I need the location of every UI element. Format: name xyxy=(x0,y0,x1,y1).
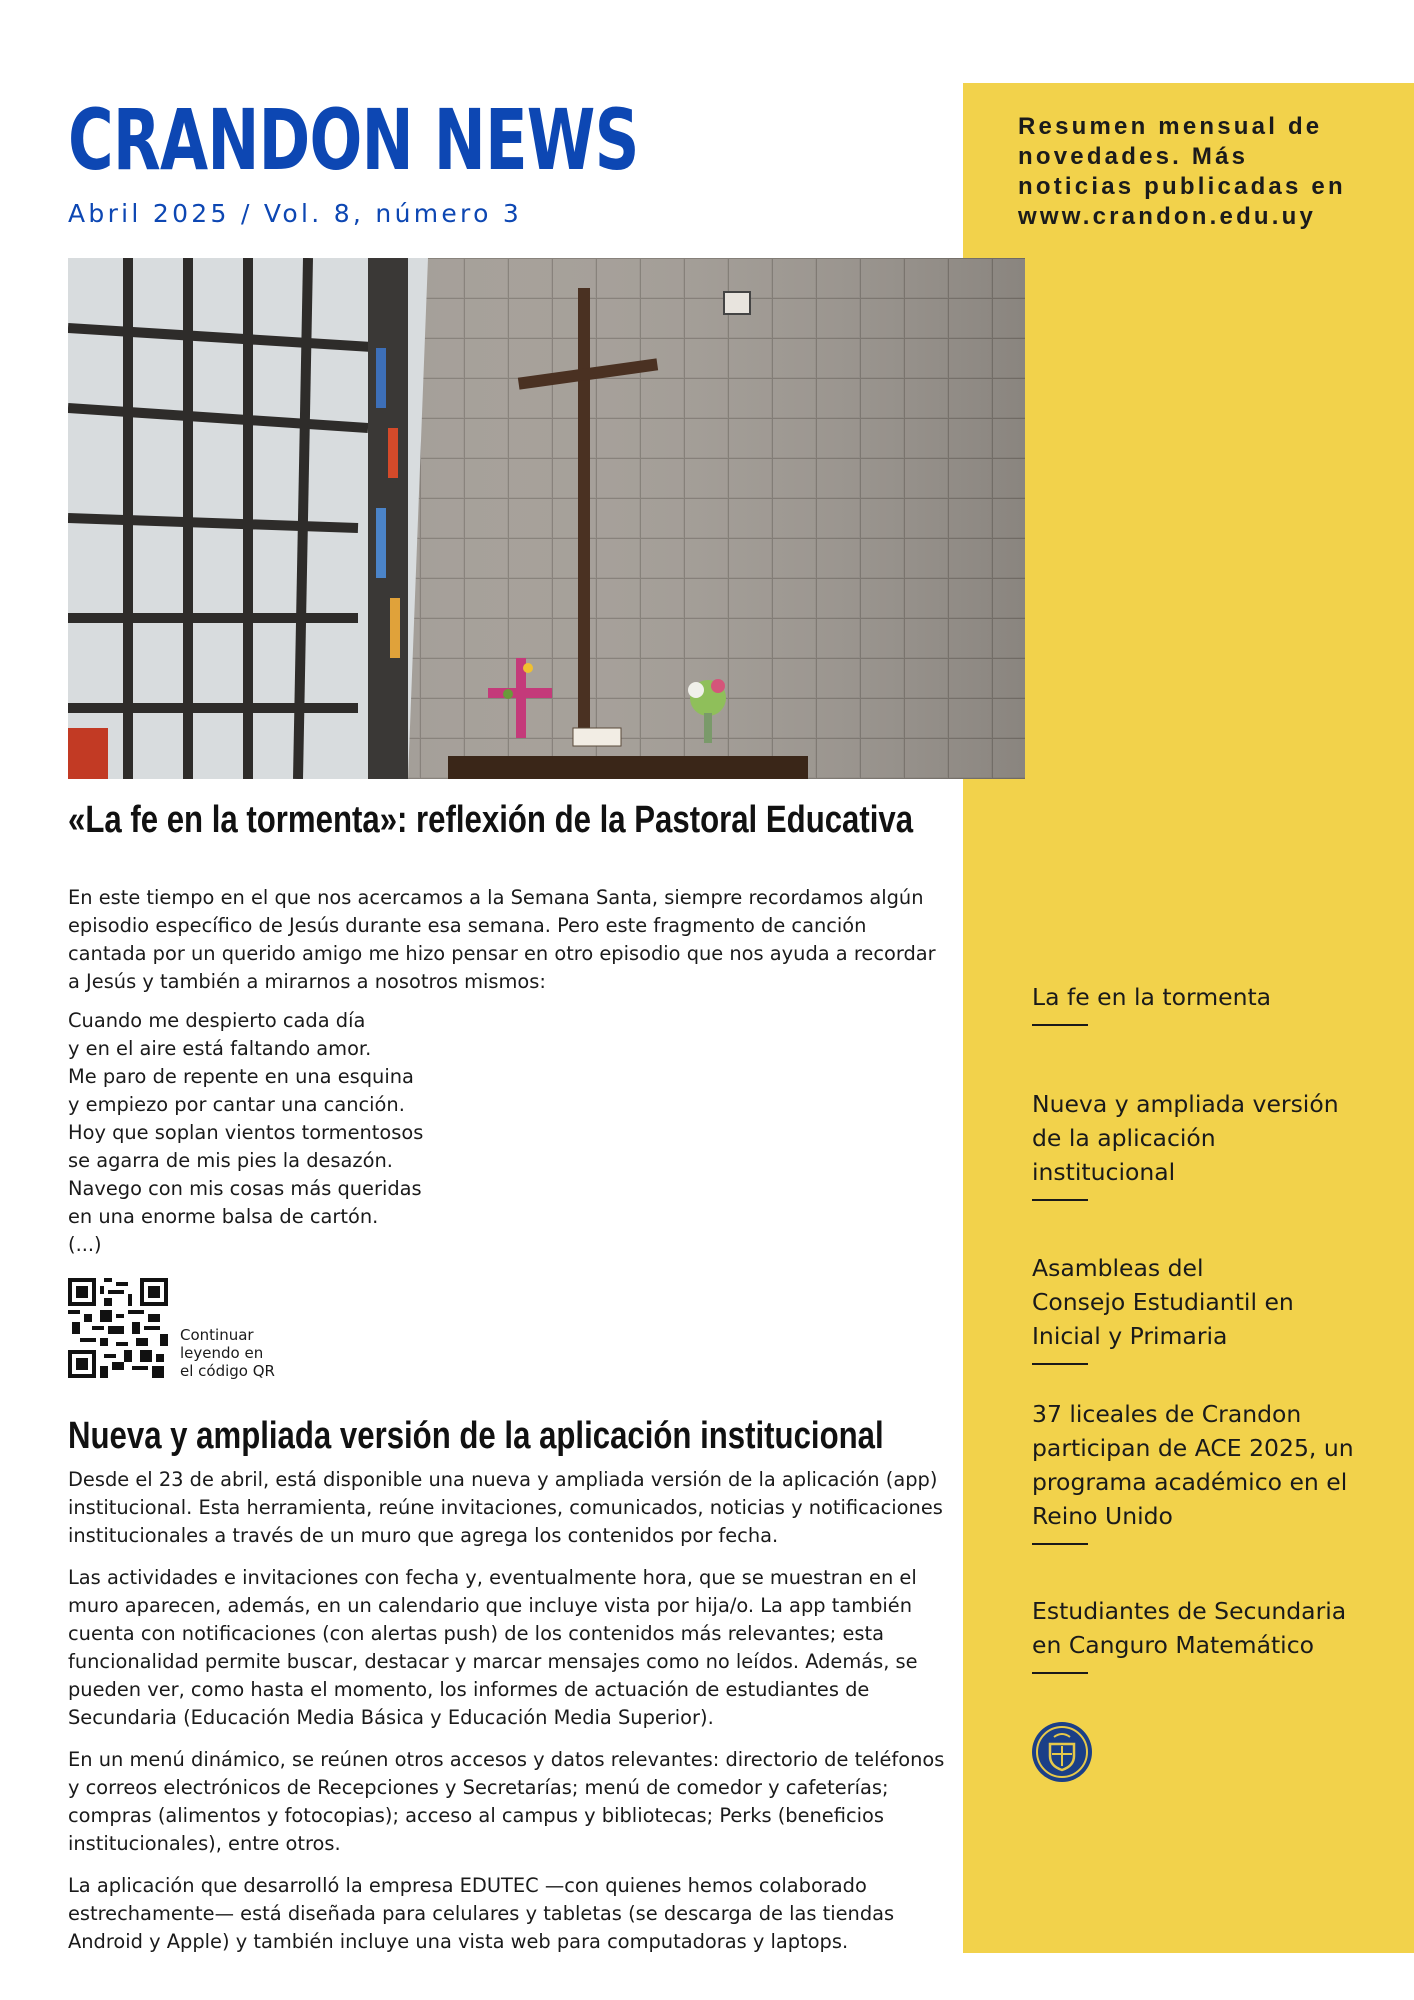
article-paragraph: Desde el 23 de abril, está disponible una nueva y ampliada versión de la aplicación (app) institucional. Esta herramienta, reúne invitaciones, comunicados, noticias y notificaciones institucionales a través de un muro que agrega los contenidos por fecha. xyxy=(68,1468,943,1547)
issue-summary xyxy=(1018,112,1398,232)
poem-line: se agarra de mis pies la desazón. xyxy=(68,1149,393,1172)
toc-divider xyxy=(1032,1363,1088,1365)
article-title-faith: «La fe en la tormenta»: reflexión de la Pastoral Educativa xyxy=(68,799,914,841)
newsletter-title: CRANDON NEWS xyxy=(68,91,639,189)
qr-caption: Continuar leyendo en el código QR xyxy=(180,1326,275,1380)
chapel-cross-photo xyxy=(68,258,1025,779)
article-paragraph: En un menú dinámico, se reúnen otros accesos y datos relevantes: directorio de teléfonos y correos electrónicos de Recepciones y Secretarías; menú de comedor y cafeterías; compras (alimentos y fotocopias); acceso al campus y bibliotecas; Perks (beneficios institucionales), entre otros. xyxy=(68,1748,945,1855)
article-paragraph: Las actividades e invitaciones con fecha y, eventualmente hora, que se muestran en el muro aparecen, además, en un calendario que incluye vista por hija/o. La app también cuenta con notificaciones (con alertas push) de los contenidos más relevantes; esta funcionalidad permite buscar, destacar y marcar mensajes como no leídos. Además, se pueden ver, como hasta el momento, los informes de actuación de estudiantes de Secundaria (Educación Media Básica y Educación Media Superior). xyxy=(68,1566,918,1729)
article-intro xyxy=(68,884,948,1010)
summary-link[interactable]: www.crandon.edu.uy xyxy=(1018,203,1317,230)
toc-divider xyxy=(1032,1024,1088,1026)
toc-item-kangaroo[interactable]: Estudiantes de Secundaria en Canguro Matemático xyxy=(1032,1594,1372,1674)
summary-line: Resumen mensual de xyxy=(1018,113,1323,140)
toc-item-faith[interactable]: La fe en la tormenta xyxy=(1032,980,1372,1026)
poem-line: Navego con mis cosas más queridas xyxy=(68,1177,422,1200)
toc-item-ace[interactable]: 37 liceales de Crandon participan de ACE 2025, un programa académico en el Reino Unido xyxy=(1032,1397,1372,1545)
poem-line: (...) xyxy=(68,1233,102,1256)
poem-line: Cuando me despierto cada día xyxy=(68,1009,366,1032)
summary-line: novedades. Más xyxy=(1018,143,1249,170)
poem-line: Me paro de repente en una esquina xyxy=(68,1065,414,1088)
poem-line: y empiezo por cantar una canción. xyxy=(68,1093,405,1116)
issue-line: Abril 2025 / Vol. 8, número 3 xyxy=(68,199,523,228)
song-excerpt xyxy=(68,1007,568,1259)
poem-line: Hoy que soplan vientos tormentosos xyxy=(68,1121,424,1144)
toc-divider xyxy=(1032,1543,1088,1545)
summary-line: noticias publicadas en xyxy=(1018,173,1346,200)
qr-code[interactable] xyxy=(68,1278,168,1378)
poem-line: y en el aire está faltando amor. xyxy=(68,1037,372,1060)
article-paragraph: En este tiempo en el que nos acercamos a la Semana Santa, siempre recordamos algún episodio específico de Jesús durante esa semana. Pero este fragmento de canción cantada por un querido amigo me hizo pensar en otro episodio que nos ayuda a recordar a Jesús y también a mirarnos a nosotros mismos: xyxy=(68,886,936,993)
article-body-app xyxy=(68,1466,956,1970)
toc-item-app[interactable]: Nueva y ampliada versión de la aplicación institucional xyxy=(1032,1087,1372,1201)
article-paragraph: La aplicación que desarrolló la empresa EDUTEC —con quienes hemos colaborado estrechamente— está diseñada para celulares y tabletas (se descarga de las tiendas Android y Apple) y también incluye una vista web para computadoras y laptops. xyxy=(68,1874,895,1953)
toc-divider xyxy=(1032,1672,1088,1674)
toc-item-assemblies[interactable]: Asambleas del Consejo Estudiantil en Inicial y Primaria xyxy=(1032,1251,1372,1365)
school-seal-icon xyxy=(1030,1720,1094,1784)
article-title-app: Nueva y ampliada versión de la aplicación institucional xyxy=(68,1415,884,1457)
poem-line: en una enorme balsa de cartón. xyxy=(68,1205,379,1228)
toc-divider xyxy=(1032,1199,1088,1201)
